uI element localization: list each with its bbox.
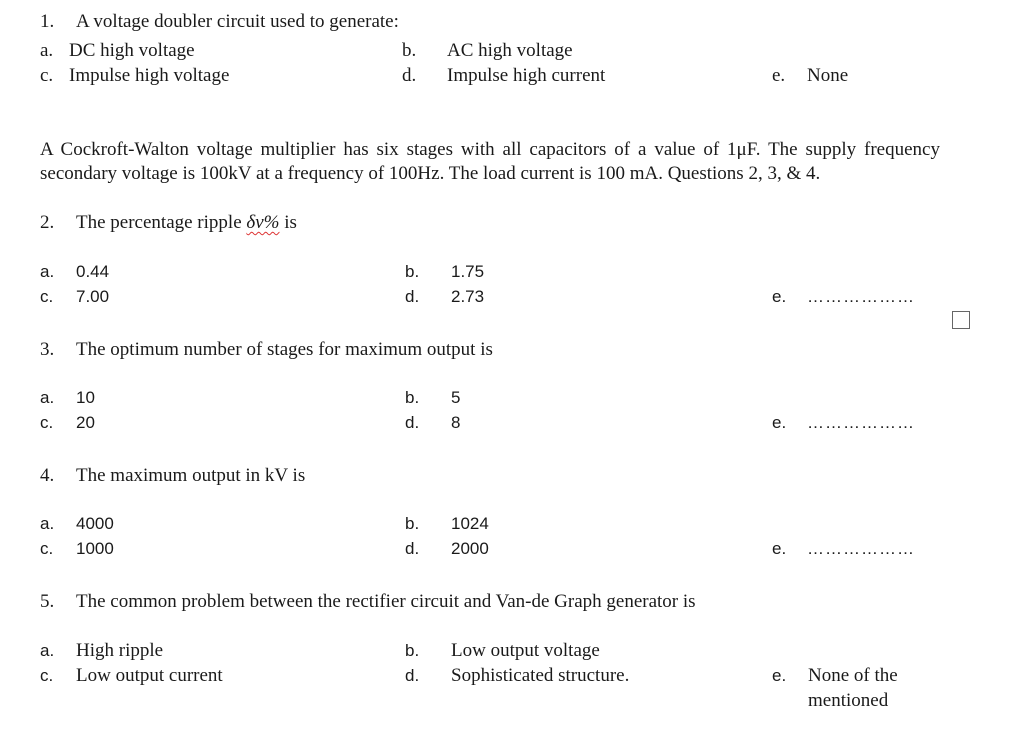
q3-option-a-text: 10 xyxy=(76,388,95,407)
q2-answer-blank[interactable]: ……………… xyxy=(807,287,915,306)
q3-option-e-letter: e. xyxy=(772,413,787,432)
q5-option-b-letter: b. xyxy=(405,641,420,660)
answer-checkbox[interactable] xyxy=(952,311,970,329)
q4-option-b-letter: b. xyxy=(405,514,420,533)
q4-option-c-letter: c. xyxy=(40,539,54,558)
q2-option-b-text: 1.75 xyxy=(451,262,485,281)
q5-option-e-letter: e. xyxy=(772,666,787,685)
shared-problem-statement: A Cockroft-Walton voltage multiplier has six stages with all capacitors of a value of 1μF. The supply frequency secondary voltage is 100kV at a frequency of 100Hz. The load current is 100 mA. Questions 2, 3, & 4. xyxy=(40,139,940,184)
q4-option-b-text: 1024 xyxy=(451,514,489,533)
q3-option-c-text: 20 xyxy=(76,413,95,432)
q2-option-a-letter: a. xyxy=(40,262,55,281)
q2-option-a-text: 0.44 xyxy=(76,262,110,281)
q4-option-a-text: 4000 xyxy=(76,514,114,533)
q2-option-c-text: 7.00 xyxy=(76,287,110,306)
q3-option-c-letter: c. xyxy=(40,413,54,432)
q5-option-b-text: Low output voltage xyxy=(451,640,600,661)
q2-option-d-letter: d. xyxy=(405,287,420,306)
q4-option-a-letter: a. xyxy=(40,514,55,533)
question-3-text: The optimum number of stages for maximum output is xyxy=(76,339,493,360)
question-2-number: 2. xyxy=(40,212,55,233)
q2-option-e-letter: e. xyxy=(772,287,787,306)
q3-option-b-text: 5 xyxy=(451,388,461,407)
question-4-number: 4. xyxy=(40,465,55,486)
q3-option-d-letter: d. xyxy=(405,413,420,432)
q5-option-d-text: Sophisticated structure. xyxy=(451,665,630,686)
question-2-text-after: is xyxy=(279,212,297,233)
q3-option-b-letter: b. xyxy=(405,388,420,407)
q2-option-d-text: 2.73 xyxy=(451,287,485,306)
question-5-text: The common problem between the rectifier circuit and Van-de Graph generator is xyxy=(76,591,696,612)
q5-option-c-text: Low output current xyxy=(76,665,223,686)
q1-option-e-text: None xyxy=(807,65,849,86)
q1-option-a-text: DC high voltage xyxy=(69,40,195,61)
q1-option-c-text: Impulse high voltage xyxy=(69,65,230,86)
q1-option-b-text: AC high voltage xyxy=(447,40,573,61)
ripple-symbol: δv% xyxy=(246,212,280,233)
question-3-number: 3. xyxy=(40,339,55,360)
q4-answer-blank[interactable]: ……………… xyxy=(807,539,915,558)
q1-option-b-letter: b. xyxy=(402,40,417,61)
q5-option-a-letter: a. xyxy=(40,641,55,660)
q2-option-b-letter: b. xyxy=(405,262,420,281)
q4-option-d-letter: d. xyxy=(405,539,420,558)
question-5-number: 5. xyxy=(40,591,55,612)
q2-option-c-letter: c. xyxy=(40,287,54,306)
q1-option-d-letter: d. xyxy=(402,65,417,86)
question-1-number: 1. xyxy=(40,11,55,32)
q5-option-c-letter: c. xyxy=(40,666,54,685)
q4-option-e-letter: e. xyxy=(772,539,787,558)
q5-option-e-text-line1: None of the xyxy=(808,665,898,686)
q1-option-a-letter: a. xyxy=(40,40,54,61)
question-1-text: A voltage doubler circuit used to generate: xyxy=(76,11,399,32)
q3-option-d-text: 8 xyxy=(451,413,461,432)
q5-option-e-text-line2: mentioned xyxy=(808,690,889,711)
q4-option-d-text: 2000 xyxy=(451,539,489,558)
question-4-text: The maximum output in kV is xyxy=(76,465,306,486)
question-2-text-before: The percentage ripple xyxy=(76,212,247,233)
question-2-text xyxy=(76,211,297,235)
q4-option-c-text: 1000 xyxy=(76,539,114,558)
q1-option-e-letter: e. xyxy=(772,65,786,86)
q1-option-c-letter: c. xyxy=(40,65,54,86)
q1-option-d-text: Impulse high current xyxy=(447,65,606,86)
q3-answer-blank[interactable]: ……………… xyxy=(807,413,915,432)
q3-option-a-letter: a. xyxy=(40,388,55,407)
q5-option-d-letter: d. xyxy=(405,666,420,685)
q5-option-a-text: High ripple xyxy=(76,640,164,661)
